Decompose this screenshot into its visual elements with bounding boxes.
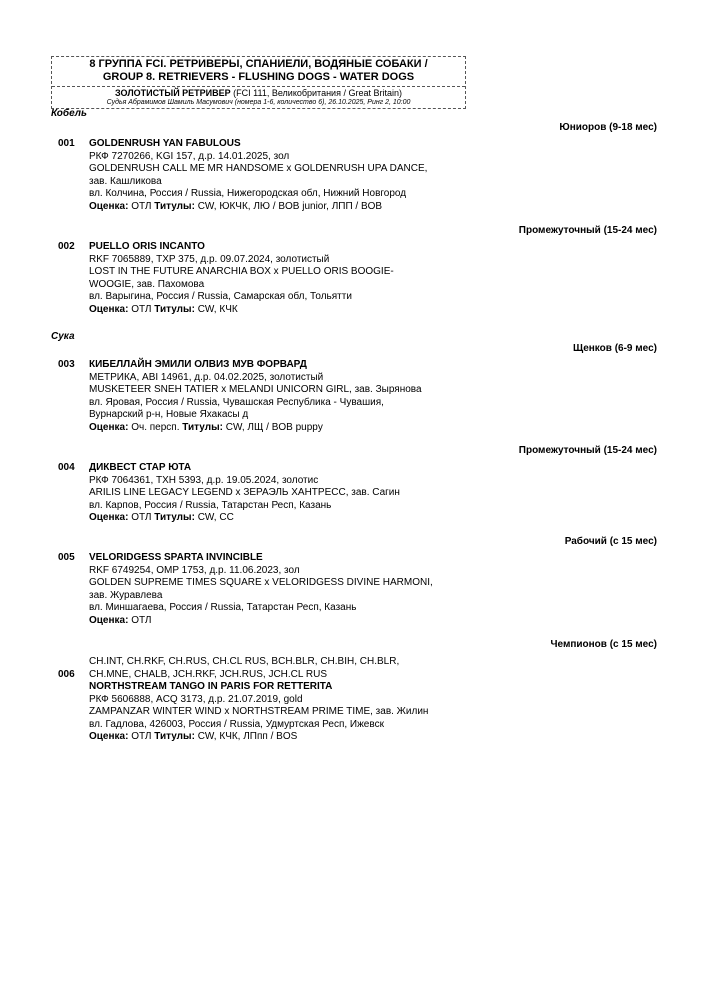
owner: вл. Гадлова, 426003, Россия / Russia, Удмуртская Респ, Ижевск bbox=[89, 718, 384, 730]
owner: вл. Варыгина, Россия / Russia, Самарская обл, Тольятти bbox=[89, 291, 352, 302]
dog-name: PUELLO ORIS INCANTO bbox=[89, 241, 205, 252]
class-label-intermediate: Промежуточный (15-24 мес) bbox=[518, 225, 657, 236]
registration: RKF 6749254, OMP 1753, д.р. 11.06.2023, зол bbox=[89, 564, 300, 576]
registration: МЕТРИКА, ABI 14961, д.р. 04.02.2025, золотистый bbox=[89, 371, 324, 383]
champion-titles-cont: CH.MNE, CHALB, JCH.RKF, JCH.RUS, JCH.CL RUS bbox=[89, 668, 327, 680]
dog-name: VELORIDGESS SPARTA INVINCIBLE bbox=[89, 552, 263, 563]
class-label-intermediate: Промежуточный (15-24 мес) bbox=[518, 445, 657, 456]
result bbox=[89, 201, 478, 214]
grade-label: Оценка: bbox=[89, 200, 129, 212]
grade-label: Оценка: bbox=[89, 614, 129, 626]
result bbox=[89, 512, 478, 525]
registration: RKF 7065889, TXP 375, д.р. 09.07.2024, золотистый bbox=[89, 253, 330, 265]
entry-001 bbox=[58, 138, 478, 213]
breeder: зав. Кашликова bbox=[89, 175, 162, 187]
parents: MUSKETEER SNEH TATIER x MELANDI UNICORN GIRL, зав. Зырянова bbox=[89, 384, 422, 395]
registration: РКФ 7064361, TXH 5393, д.р. 19.05.2024, золотис bbox=[89, 474, 319, 486]
class-label-puppy: Щенков (6-9 мес) bbox=[573, 343, 657, 354]
champion-titles: CH.INT, CH.RKF, CH.RUS, CH.CL RUS, BCH.BLR, CH.BIH, CH.BLR, bbox=[89, 656, 400, 667]
owner: вл. Колчина, Россия / Russia, Нижегородская обл, Нижний Новгород bbox=[89, 188, 407, 199]
entry-002 bbox=[58, 241, 478, 316]
grade-label: Оценка: bbox=[89, 512, 129, 523]
grade: Оч. персп. bbox=[131, 421, 180, 433]
entry-003 bbox=[58, 359, 478, 434]
titles-label: Титулы: bbox=[154, 200, 195, 212]
entry-number: 003 bbox=[58, 359, 75, 370]
titles-label: Титулы: bbox=[154, 731, 195, 742]
class-label-champion: Чемпионов (с 15 мес) bbox=[550, 639, 657, 650]
parents: LOST IN THE FUTURE ANARCHIA BOX x PUELLO ORIS BOOGIE- bbox=[89, 266, 394, 277]
owner-address: Вурнарский р-н, Новые Яхакасы д bbox=[89, 409, 249, 420]
dog-name: ДИКВЕСТ СТАР ЮТА bbox=[89, 462, 192, 473]
parents: GOLDEN SUPREME TIMES SQUARE x VELORIDGESS DIVINE HARMONI, bbox=[89, 577, 433, 588]
group-title bbox=[52, 57, 465, 86]
breed-name: ЗОЛОТИСТЫЙ РЕТРИВЕР bbox=[115, 88, 231, 98]
registration: РКФ 7270266, KGI 157, д.р. 14.01.2025, зол bbox=[89, 150, 290, 162]
registration: РКФ 5606888, ACQ 3173, д.р. 21.07.2019, gold bbox=[89, 693, 303, 705]
titles: CW, КЧК bbox=[197, 303, 238, 315]
owner: вл. Миншагаева, Россия / Russia, Татарстан Респ, Казань bbox=[89, 602, 357, 613]
group-title-en: GROUP 8. RETRIEVERS - FLUSHING DOGS - WATER DOGS bbox=[102, 71, 415, 83]
class-label-junior: Юниоров (9-18 мес) bbox=[559, 122, 657, 133]
breeder: WOOGIE, зав. Пахомова bbox=[89, 278, 205, 290]
titles: CW, ЮКЧК, ЛЮ / BOB junior, ЛПП / BOB bbox=[197, 200, 383, 212]
owner: вл. Яровая, Россия / Russia, Чувашская Республика - Чувашия, bbox=[89, 396, 384, 408]
titles: CW, CC bbox=[197, 512, 234, 523]
titles-label: Титулы: bbox=[154, 303, 195, 315]
result bbox=[89, 615, 478, 628]
grade-label: Оценка: bbox=[89, 303, 129, 315]
result bbox=[89, 422, 478, 435]
grade: ОТЛ bbox=[131, 200, 152, 212]
titles: CW, КЧК, ЛПпп / BOS bbox=[197, 731, 298, 742]
entry-005 bbox=[58, 552, 478, 627]
class-label-working: Рабочий (с 15 мес) bbox=[564, 536, 657, 547]
entry-006 bbox=[58, 656, 478, 744]
grade: ОТЛ bbox=[131, 614, 152, 626]
group-title-ru: 8 ГРУППА FCI. РЕТРИВЕРЫ, СПАНИЕЛИ, ВОДЯНЫЕ СОБАКИ / bbox=[89, 58, 428, 70]
grade: ОТЛ bbox=[131, 303, 152, 315]
grade: ОТЛ bbox=[131, 731, 152, 742]
titles-label: Титулы: bbox=[154, 512, 195, 523]
entry-004 bbox=[58, 462, 478, 525]
parents: ARILIS LINE LEGACY LEGEND x ЗЕРАЭЛЬ ХАНТРЕСС, зав. Сагин bbox=[89, 487, 400, 498]
section-male: Кобель bbox=[51, 108, 87, 119]
group-header bbox=[51, 56, 466, 109]
breed-box bbox=[52, 86, 465, 108]
grade: ОТЛ bbox=[131, 512, 152, 523]
entry-number: 005 bbox=[58, 552, 75, 563]
breeder: зав. Журавлева bbox=[89, 589, 163, 601]
grade-label: Оценка: bbox=[89, 421, 129, 433]
entry-number: 001 bbox=[58, 138, 75, 149]
dog-name: GOLDENRUSH YAN FABULOUS bbox=[89, 138, 241, 149]
dog-name: КИБЕЛЛАЙН ЭМИЛИ ОЛВИЗ МУВ ФОРВАРД bbox=[89, 359, 307, 370]
result bbox=[89, 304, 478, 317]
entry-number: 006 bbox=[58, 668, 75, 680]
breed-line bbox=[54, 88, 463, 99]
judge-info: Судья Абрамимов Шамиль Масумович (номера 1-6, количество 6), 26.10.2025, Ринг 2, 10:00 bbox=[106, 99, 411, 106]
dog-name: NORTHSTREAM TANGO IN PARIS FOR RETTERITA bbox=[89, 681, 333, 692]
section-female: Сука bbox=[51, 331, 75, 342]
parents: GOLDENRUSH CALL ME MR HANDSOME x GOLDENRUSH UPA DANCE, bbox=[89, 163, 428, 174]
titles: CW, ЛЩ / BOB puppy bbox=[225, 421, 323, 433]
titles-label: Титулы: bbox=[182, 421, 223, 433]
entry-number: 002 bbox=[58, 241, 75, 252]
owner: вл. Карпов, Россия / Russia, Татарстан Респ, Казань bbox=[89, 499, 332, 511]
entry-number: 004 bbox=[58, 462, 75, 473]
grade-label: Оценка: bbox=[89, 731, 129, 742]
breed-info: (FCI 111, Великобритания / Great Britain) bbox=[230, 88, 402, 98]
result bbox=[89, 731, 478, 744]
parents: ZAMPANZAR WINTER WIND x NORTHSTREAM PRIME TIME, зав. Жилин bbox=[89, 706, 429, 717]
